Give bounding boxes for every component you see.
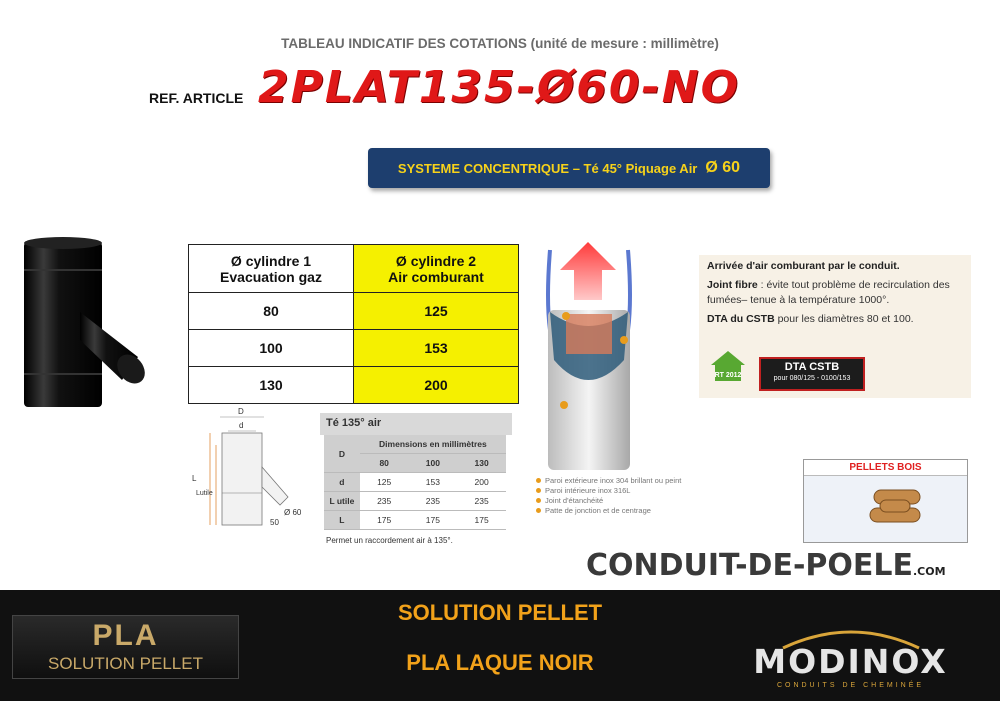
small-table-cell: 175 <box>457 511 506 530</box>
ref-article-label: REF. ARTICLE <box>149 90 244 106</box>
pipe-legend-item: Patte de jonction et de centrage <box>536 506 681 516</box>
small-table-cell: 125 <box>360 473 409 492</box>
small-table-cell: 235 <box>409 492 458 511</box>
conduit-logo-tld: .COM <box>913 565 946 578</box>
pla-logo-small: SOLUTION PELLET <box>48 654 203 673</box>
dta-cstb-badge <box>759 357 865 391</box>
concentric-pipe-cutaway-image <box>536 240 641 475</box>
pla-logo-big: PLA <box>92 619 159 652</box>
col-header-cylinder1-line1: Ø cylindre 1 <box>230 252 312 269</box>
table-row <box>324 492 506 511</box>
conduit-logo-name: CONDUIT-DE-POELE <box>586 548 913 583</box>
small-table-cell: 175 <box>360 511 409 530</box>
pipe-legend-item: Paroi extérieure inox 304 brillant ou peint <box>536 476 681 486</box>
pipe-legend-item: Joint d'étanchéité <box>536 496 681 506</box>
ref-article-code: 2PLAT135-Ø60-NO <box>258 62 740 113</box>
diagram-label-D: D <box>238 407 244 416</box>
table-row <box>189 330 519 367</box>
system-banner <box>368 148 770 188</box>
system-banner-diameter: Ø 60 <box>705 159 741 176</box>
diagram-label-Lutile: Lutile <box>196 490 213 497</box>
diagram-label-50: 50 <box>270 518 279 527</box>
info-dta-text: pour les diamètres 80 et 100. <box>774 313 914 325</box>
dta-badge-subtitle: pour 080/125 - 0100/153 <box>773 375 851 382</box>
col-header-cylinder2-line1: Ø cylindre 2 <box>395 252 477 269</box>
small-table-cell: 235 <box>360 492 409 511</box>
info-joint-text: : évite tout problème de recirculation des fumées– tenue à la température 1000°. <box>707 279 950 306</box>
black-tee-pipe-image <box>10 232 160 412</box>
small-table-cell: 153 <box>409 473 458 492</box>
cell-cylinder2: 200 <box>354 367 519 404</box>
small-table-cell: 200 <box>457 473 506 492</box>
small-table-row-label: d <box>324 473 360 492</box>
cell-cylinder1: 100 <box>189 330 354 367</box>
table-row <box>324 511 506 530</box>
small-table-row-label: L <box>324 511 360 530</box>
cell-cylinder2: 125 <box>354 293 519 330</box>
modinox-logo <box>733 620 968 690</box>
modinox-subtitle: CONDUITS DE CHEMINÉE <box>776 682 925 689</box>
pipe-legend <box>536 476 681 516</box>
col-header-cylinder2 <box>354 245 519 293</box>
pellet-icon <box>804 476 967 540</box>
te-135-air-title: Té 135° air <box>320 413 512 435</box>
tee-technical-drawing <box>188 405 313 535</box>
small-table-cell: 175 <box>409 511 458 530</box>
small-table-cell: 235 <box>457 492 506 511</box>
dimension-table <box>188 244 519 404</box>
page-header-title: TABLEAU INDICATIF DES COTATIONS (unité de mesure : millimètre) <box>281 36 719 51</box>
diagram-label-phi60: Ø 60 <box>284 508 302 517</box>
footer-line-solution: SOLUTION PELLET <box>397 600 603 625</box>
small-table-row-label: L utile <box>324 492 360 511</box>
cell-cylinder1: 130 <box>189 367 354 404</box>
col-header-cylinder2-line2: Air comburant <box>388 268 484 285</box>
pellets-bois-title: PELLETS BOIS <box>804 460 967 476</box>
table-row <box>324 473 506 492</box>
info-dta-label: DTA du CSTB <box>707 313 775 325</box>
cell-cylinder1: 80 <box>189 293 354 330</box>
small-table-col: 130 <box>457 454 506 473</box>
cell-cylinder2: 153 <box>354 330 519 367</box>
info-box <box>699 255 971 398</box>
dta-badge-title: DTA CSTB <box>784 361 840 373</box>
col-header-cylinder1 <box>189 245 354 293</box>
small-table-header-d: D <box>324 435 360 473</box>
system-banner-text: SYSTEME CONCENTRIQUE – Té 45° Piquage Air <box>397 160 698 176</box>
pipe-legend-item: Paroi intérieure inox 316L <box>536 486 681 496</box>
te-135-air-table-box <box>320 413 512 561</box>
info-joint-label: Joint fibre <box>707 279 758 291</box>
small-table-header-dims: Dimensions en millimètres <box>360 435 506 454</box>
info-line-air: Arrivée d'air comburant par le conduit. <box>707 260 900 272</box>
pellets-bois-box <box>803 459 968 543</box>
diagram-label-d: d <box>239 421 244 430</box>
conduit-de-poele-logo <box>586 548 946 583</box>
footer-line-laque: PLA LAQUE NOIR <box>406 650 594 675</box>
table-row <box>189 293 519 330</box>
col-header-cylinder1-line2: Evacuation gaz <box>220 268 322 285</box>
te-135-air-note: Permet un raccordement air à 135°. <box>326 536 453 545</box>
te-135-air-table <box>324 435 506 530</box>
small-table-col: 100 <box>409 454 458 473</box>
small-table-col: 80 <box>360 454 409 473</box>
diagram-label-L: L <box>192 474 197 483</box>
table-row <box>189 367 519 404</box>
rt2012-house-icon <box>709 347 747 385</box>
rt2012-label: RT 2012 <box>714 372 742 379</box>
modinox-brand: MODINOX <box>753 642 948 681</box>
